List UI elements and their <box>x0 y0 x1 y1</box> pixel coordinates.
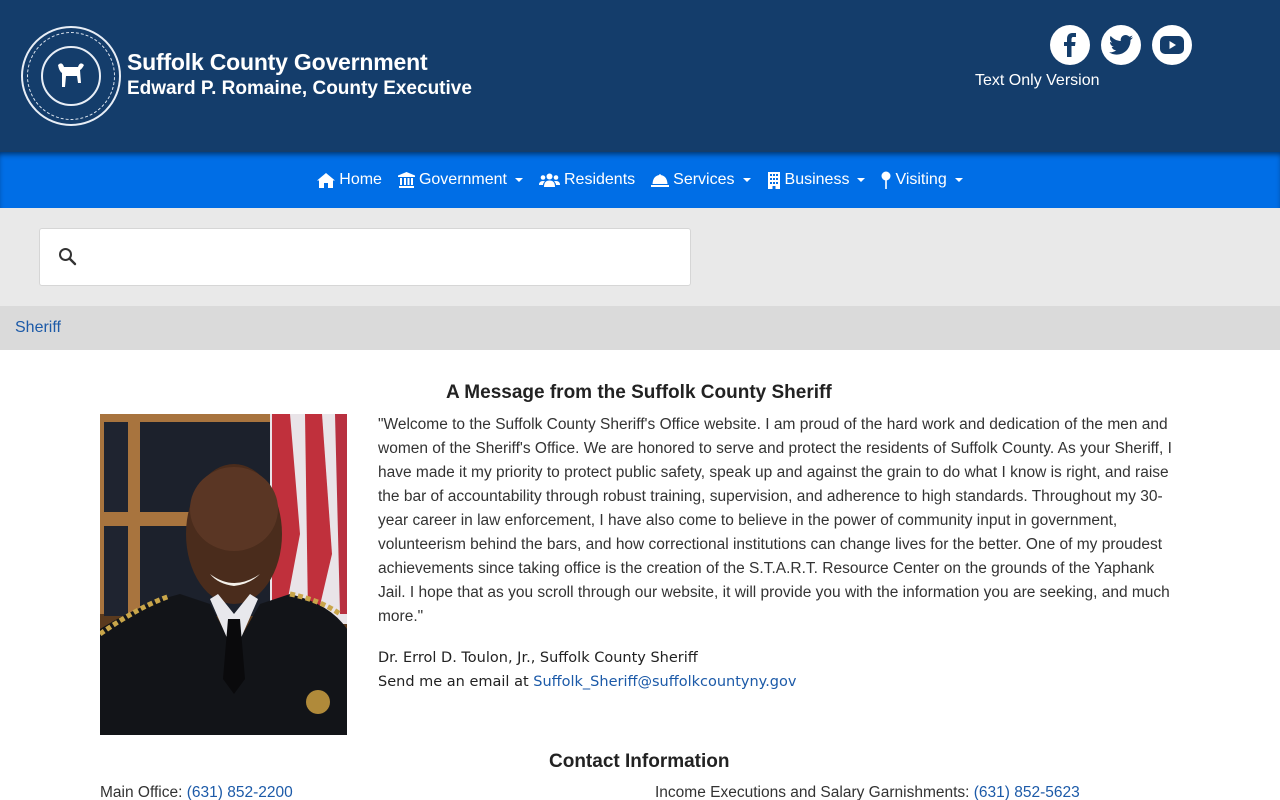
contact-title: Contact Information <box>549 751 730 772</box>
contact-label: Main Office: <box>100 784 187 800</box>
map-pin-icon <box>881 171 891 189</box>
contact-main-office <box>100 784 293 800</box>
facebook-link[interactable] <box>1050 25 1090 65</box>
chevron-down-icon <box>743 178 751 182</box>
main-office-phone-link[interactable]: (631) 852-2200 <box>186 784 293 800</box>
email-prefix: Send me an email at <box>378 674 534 690</box>
search-box[interactable] <box>39 228 691 286</box>
service-bell-icon <box>651 173 669 187</box>
chevron-down-icon <box>857 178 865 182</box>
facebook-icon <box>1061 33 1079 57</box>
message-title: A Message from the Suffolk County Sheriff <box>446 382 832 403</box>
sheriff-email-link[interactable]: Suffolk_Sheriff@suffolkcountyny.gov <box>533 674 797 690</box>
nav-visiting-label: Visiting <box>895 171 947 188</box>
social-links <box>1050 25 1192 65</box>
nav-business[interactable] <box>767 171 866 189</box>
youtube-link[interactable] <box>1152 25 1192 65</box>
site-subtitle: Edward P. Romaine, County Executive <box>127 78 472 99</box>
government-building-icon <box>398 172 415 188</box>
search-input[interactable] <box>78 229 690 285</box>
breadcrumb-sheriff-link[interactable]: Sheriff <box>15 319 61 336</box>
nav-residents-label: Residents <box>564 171 636 188</box>
signature-name: Dr. Errol D. Toulon, Jr., Suffolk County Sheriff <box>378 650 698 666</box>
sheriff-message: "Welcome to the Suffolk County Sheriff's Office website. I am proud of the hard work and dedication of the men and women of the Sheriff's Office. We are honored to serve and protect the residents of Suffolk County. As your Sheriff, I have made it my priority to protect public safety, speak up and against the grain to do what I know is right, and raise the bar of accountability through robust training, supervision, and adherence to high standards. Throughout my 30-year career in law enforcement, I have also come to believe in the power of community input in government, volunteerism behind the bars, and how correctional institutions can change lives for the better. One of my proudest achievements since taking office is the creation of the S.T.A.R.T. Resource Center on the grounds of the Yaphank Jail. I hope that as you scroll through our website, it will provide you with the information you are seeking, and much more." <box>378 416 1172 625</box>
signature-block <box>378 646 796 694</box>
twitter-link[interactable] <box>1101 25 1141 65</box>
breadcrumb <box>0 306 1280 350</box>
nav-government-label: Government <box>418 171 507 188</box>
seal-emblem <box>41 46 101 106</box>
email-line <box>378 670 796 694</box>
main-nav <box>0 152 1280 208</box>
users-icon <box>539 173 560 187</box>
site-title: Suffolk County Government <box>127 49 428 75</box>
nav-government[interactable] <box>398 171 523 189</box>
nav-residents[interactable] <box>539 171 635 189</box>
twitter-icon <box>1109 35 1133 55</box>
home-icon <box>317 173 335 188</box>
contact-label: Income Executions and Salary Garnishments: <box>655 784 974 800</box>
sheriff-portrait-image <box>100 414 347 735</box>
nav-visiting[interactable] <box>881 171 962 189</box>
contact-income-executions <box>655 784 1080 800</box>
bull-icon <box>54 61 88 91</box>
brand-title[interactable] <box>127 48 472 102</box>
youtube-icon <box>1160 36 1184 54</box>
chevron-down-icon <box>515 178 523 182</box>
sheriff-photo <box>100 414 347 735</box>
nav-home[interactable] <box>317 171 382 189</box>
county-seal-logo[interactable] <box>21 26 121 126</box>
text-only-version-link[interactable]: Text Only Version <box>975 72 1100 89</box>
income-executions-phone-link[interactable]: (631) 852-5623 <box>973 784 1080 800</box>
chevron-down-icon <box>955 178 963 182</box>
nav-business-label: Business <box>784 171 850 188</box>
building-icon <box>767 172 781 189</box>
nav-services-label: Services <box>673 171 735 188</box>
nav-services[interactable] <box>651 171 750 189</box>
nav-home-label: Home <box>339 171 382 188</box>
seal-ring <box>27 32 115 120</box>
site-header <box>0 0 1280 152</box>
search-icon[interactable] <box>58 247 78 267</box>
search-section <box>0 208 1280 306</box>
